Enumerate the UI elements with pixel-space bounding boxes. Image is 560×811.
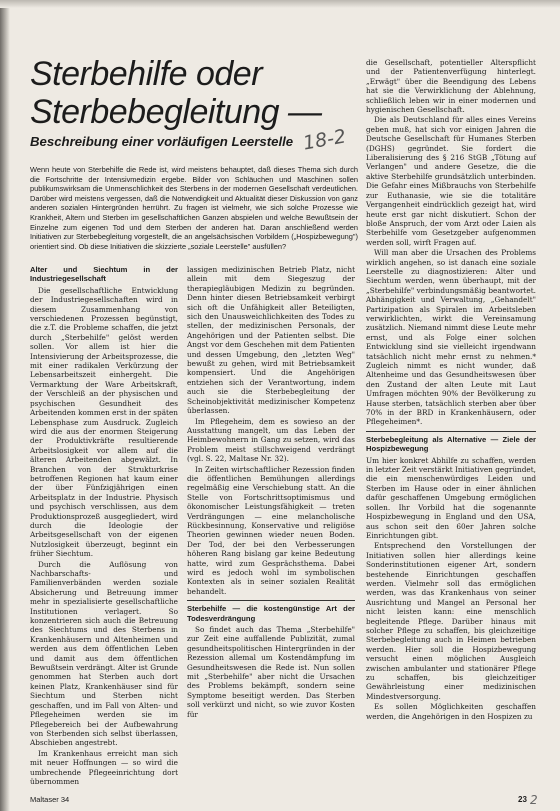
handwritten-corner-note: 2 (530, 793, 538, 807)
paragraph: Die gesellschaftliche Entwicklung der Industriegesellschaften wird in diesem Zusammenhang von verschiedenen Prozessen begünstigt, die z.T. die Probleme schaffen, die jetzt durch „Sterbehilfe" gelöst werden sollen. Vor allem ist hier die Intensivierung der Arbeitsprozesse, die mit einer radikalen Verkürzung der Lebensarbeitszeit einhergeht. Die Vermarktung der Ware Arbeitskraft, der Verschleiß an der physischen und psychischen Gesundheit des Arbeitenden kommen erst in der späten Lebensphase zum Ausdruck. Zugleich wird die aus der enormen Steigerung der Produktivkräfte resultierende Arbeitslosigkeit vor allem auf die älteren Arbeitenden abgewälzt. In Branchen von der Strukturkrise betroffenen Regionen hat kaum einer der über Fünfzigjährigen einen Arbeitsplatz in der Industrie. Physisch und psychisch verschlissen, aus dem Produktionsprozeß ausgegliedert, wird durch die Ideologie der Arbeitsgesellschaft von der eigenen Nutzlosigkeit überzeugt, beginnt ein früher Siechtum. (30, 285, 178, 559)
article-subtitle: Beschreibung einer vorläufigen Leerstelle (30, 134, 294, 149)
section-divider (187, 600, 355, 601)
paragraph: Es sollen Möglichkeiten geschaffen werden, die Angehörigen in den Hospizen zu (366, 702, 536, 721)
page-number: 23 (518, 795, 527, 804)
section-heading: Alter und Siechtum in der Industriegesellschaft (30, 265, 178, 284)
article-intro: Wenn heute von Sterbehilfe die Rede ist, wird meistens behauptet, daß dieses Thema sich durch die Fortschritte der Intensivmedizin ergebe. Bilder von Schläuchen und Maschinen sollen publikumswirksam die Unmenschlichkeit des Sterbens in der modernen Gesellschaft verdeutlichen. Darüber wird meistens vergessen, daß die Notwendigkeit und Aktualität dieser Diskussion von ganz anderen sozialen Hintergründen herrührt. Zu fragen ist vielmehr, wie sich solche Prozesse wie Krankheit, Altern und Sterben im gesellschaftlichen Ganzen abspielen und welche Bewußtsein der Einzelne zum eigenen Tod und dem Sterben der anderen hat. Daran anschließend werden Initiativen zur Sterbebegleitung vorgestellt, die an angelsächsischen Vorbildern („Hospizbewegung") orientiert sind. Ob diese Initiativen die skizzierte „soziale Leerstelle" ausfüllen? (30, 165, 358, 251)
paragraph: Im Krankenhaus erreicht man sich mit neuer Hoffnungen — so wird die umbrechende Pflegeeinrichtung dort übernommen (30, 748, 178, 786)
paragraph: Durch die Auflösung von Nachbarschafts- und Familienverbänden werden soziale Absicherung und Betreuung immer mehr in spezialisierte gesellschaftliche Institutionen verlagert. So konzentrieren sich auch die Betreuung des Siechtums und des Sterbens in Krankenhäusern und Altenheimen und werden aus dem öffentlichen Leben und damit aus dem öffentlichen Bewußtsein verdrängt. Alter ist Grunde genommen hat Sterben auch dort keinen Platz, Krankenhäuser sind für Siechtum und Sterben nicht geschaffen, und im Fall von Alten- und Pflegeheimen werden sie im Pflegebereich bei der Aufbewahrung von Sterbenden sich selbst überlassen, Abschieben angestrebt. (30, 559, 178, 748)
section-heading: Sterbebegleitung als Alternative — Ziele der Hospizbewegung (366, 434, 536, 454)
column-middle (187, 265, 355, 719)
article-title: Sterbehilfe oder Sterbebegleitung — (30, 55, 322, 131)
footer-publication: Maltaser 34 (30, 795, 70, 804)
handwritten-note: 18-2 (301, 125, 348, 155)
section-divider (366, 431, 536, 432)
paragraph: lassigen medizinischen Betrieb Platz, nicht allein mit dem Siegeszug der therapiegläubigen Medizin zu begründen. Denn hinter diesen Betriebsamkeit verbirgt sich oft die Unfähigkeit aller Beteiligten, sich den Unausweichlichkeiten des Todes zu stellen, der medizinischen Personals, der Angehörigen und der Patienten selbst. Die Angst vor dem Geschehen mit dem Patienten und dessen Umgebung, den „letzten Weg" bewußt zu gehen, wird mit Betriebsamkeit kompensiert. Und die Angehörigen entziehen sich der Verantwortung, indem auch sie die Sterbebegleitung der Scheinobjektivität medizinischer Kompetenz überlassen. (187, 265, 355, 416)
paragraph: Die als Deutschland für alles eines Vereins geben muß, hat sich vor einigen Jahren die Deutsche Gesellschaft für Humanes Sterben (DGHS) gegründet. Sie fordert die Liberalisierung des § 216 StGB „Tötung auf Verlangen" und andere Gesetze, die die aktive Sterbehilfe grundsätzlich unterbinden. Die Gefahr eines Mißbrauchs von Sterbehilfe zur Euthanasie, wie sie die totalitäre Vergangenheit eindrücklich gezeigt hat, wird heute erst gar nicht diskutiert. Schon der bloße Anspruch, der vom Arzt oder Laien als Sterbehilfe vom Gesetzgeber aufgenommen werden soll, wirft Fragen auf. (366, 115, 536, 247)
paragraph: die Gesellschaft, potentieller Alterspflicht und der Patientenverfügung hinterlegt. „Erwägt" über die Beendigung des Lebens hat sie die Verwirklichung der Ablehnung, schließlich leben wir in einer modernen und hygienischen Gesellschaft. (366, 58, 536, 115)
column-left (30, 265, 178, 786)
paragraph: So findet auch das Thema „Sterbehilfe" zur Zeit eine auffallende Publizität, zumal gesundheitspolitischen Hintergründen in der Rezession allemal um Kostendämpfung im Gesundheitswesen die Rede ist. Nun sollen mit „Sterbehilfe" aber nicht die Ursachen des Problems bekämpft, sondern seine Symptome beseitigt werden. Das Sterben soll verkürzt und nicht, so wie zuvor Kosten für (187, 625, 355, 719)
paragraph: Entsprechend den Vorstellungen der Initiativen sollen hier allerdings keine Sonderinstitutionen eigener Art, sondern bestehende Einrichtungen geschaffen werden. Vielmehr soll das ermöglichen werden, was das Krankenhaus von seiner Ausrichtung und Mangel an Personal her nicht leisten kann: eine menschlich begleitende Pflege. Darüber hinaus mit solcher Pflege zu schaffen, bis gleichzeitige Sterbebegleitung auch in Heimen betrieben werden. Hier soll die Hospizbewegung versucht einen möglichen Ausgleich zwischen ambulanter und stationärer Pflege zu schaffen, bis gleichzeitiger Gewährleistung einer medizinischen Mindestversorgung. (366, 541, 536, 701)
paragraph: Im Pflegeheim, dem es sowieso an der Ausstattung mangelt, um das Leben der Heimbewohnern in Gang zu setzen, wird das Problem meist stillschweigend verdrängt (vgl. S. 22, Maltase Nr. 32). (187, 416, 355, 464)
column-right (366, 58, 536, 721)
section-heading: Sterbehilfe — die kostengünstige Art der Todesverdrängung (187, 604, 355, 623)
paragraph: In Zeiten wirtschaftlicher Rezession finden die öffentlichen Bemühungen allerdings regelmäßig eine Verschiebung statt. An die Stelle von Fortschrittsoptimismus und ökonomischer Leistungsfähigkeit — treten Verdrängungen — eine melancholische Rückbesinnung, Konservative und religiöse Theorien gewinnen wieder neuen Boden. Der Tod, der bei den Verbesserungen höheren Rang bislang gar keine Bedeutung hatte, wird zum Gesprächsthema. Dabei wird es jedoch wohl im symbolischen Kontexten als in seiner sozialen Realität behandelt. (187, 464, 355, 596)
paragraph: Um hier konkret Abhilfe zu schaffen, werden in letzter Zeit verstärkt Initiativen gegründet, die ein menschenwürdiges Leiden und Sterben im Hause oder in einer ähnlichen dafür geschaffenen Umgebung ermöglichen sollen. Ihr Vorbild hat die sogenannte Hospizbewegung in England und den USA, aus schon seit den 60er Jahren solche Einrichtungen gibt. (366, 455, 536, 540)
paragraph: Will man aber die Ursachen des Problems wirklich angehen, so ist danach eine soziale Leerstelle zu diagnostizieren: Alter und Siechtum werden, wenn überhaupt, mit der „Sterbehilfe" verbindungsmäßig beantwortet. Abhängigkeit und Verwaltung, „Gehandelt" Partizipation als Spiralen im Arbeitsleben verwirklichten, wirkt die Vereinsamung zusätzlich. Niemand nimmt diese Leute mehr ernst, und als Folge einer solchen Entwicklung sind sie vielleicht irgendwann tatsächlich nicht mehr ernst zu nehmen.* Zugleich nimmt es nicht wunder, daß Altenheime und das Gesundheitswesen über den Zustand der alten Leute mit Laut Umfragen möchten 90% der Bevölkerung zu Hause sterben, tatsächlich sterben aber über 70% in der BRD in Krankenhäusern, oder Pflegeheimen*. (366, 248, 536, 427)
